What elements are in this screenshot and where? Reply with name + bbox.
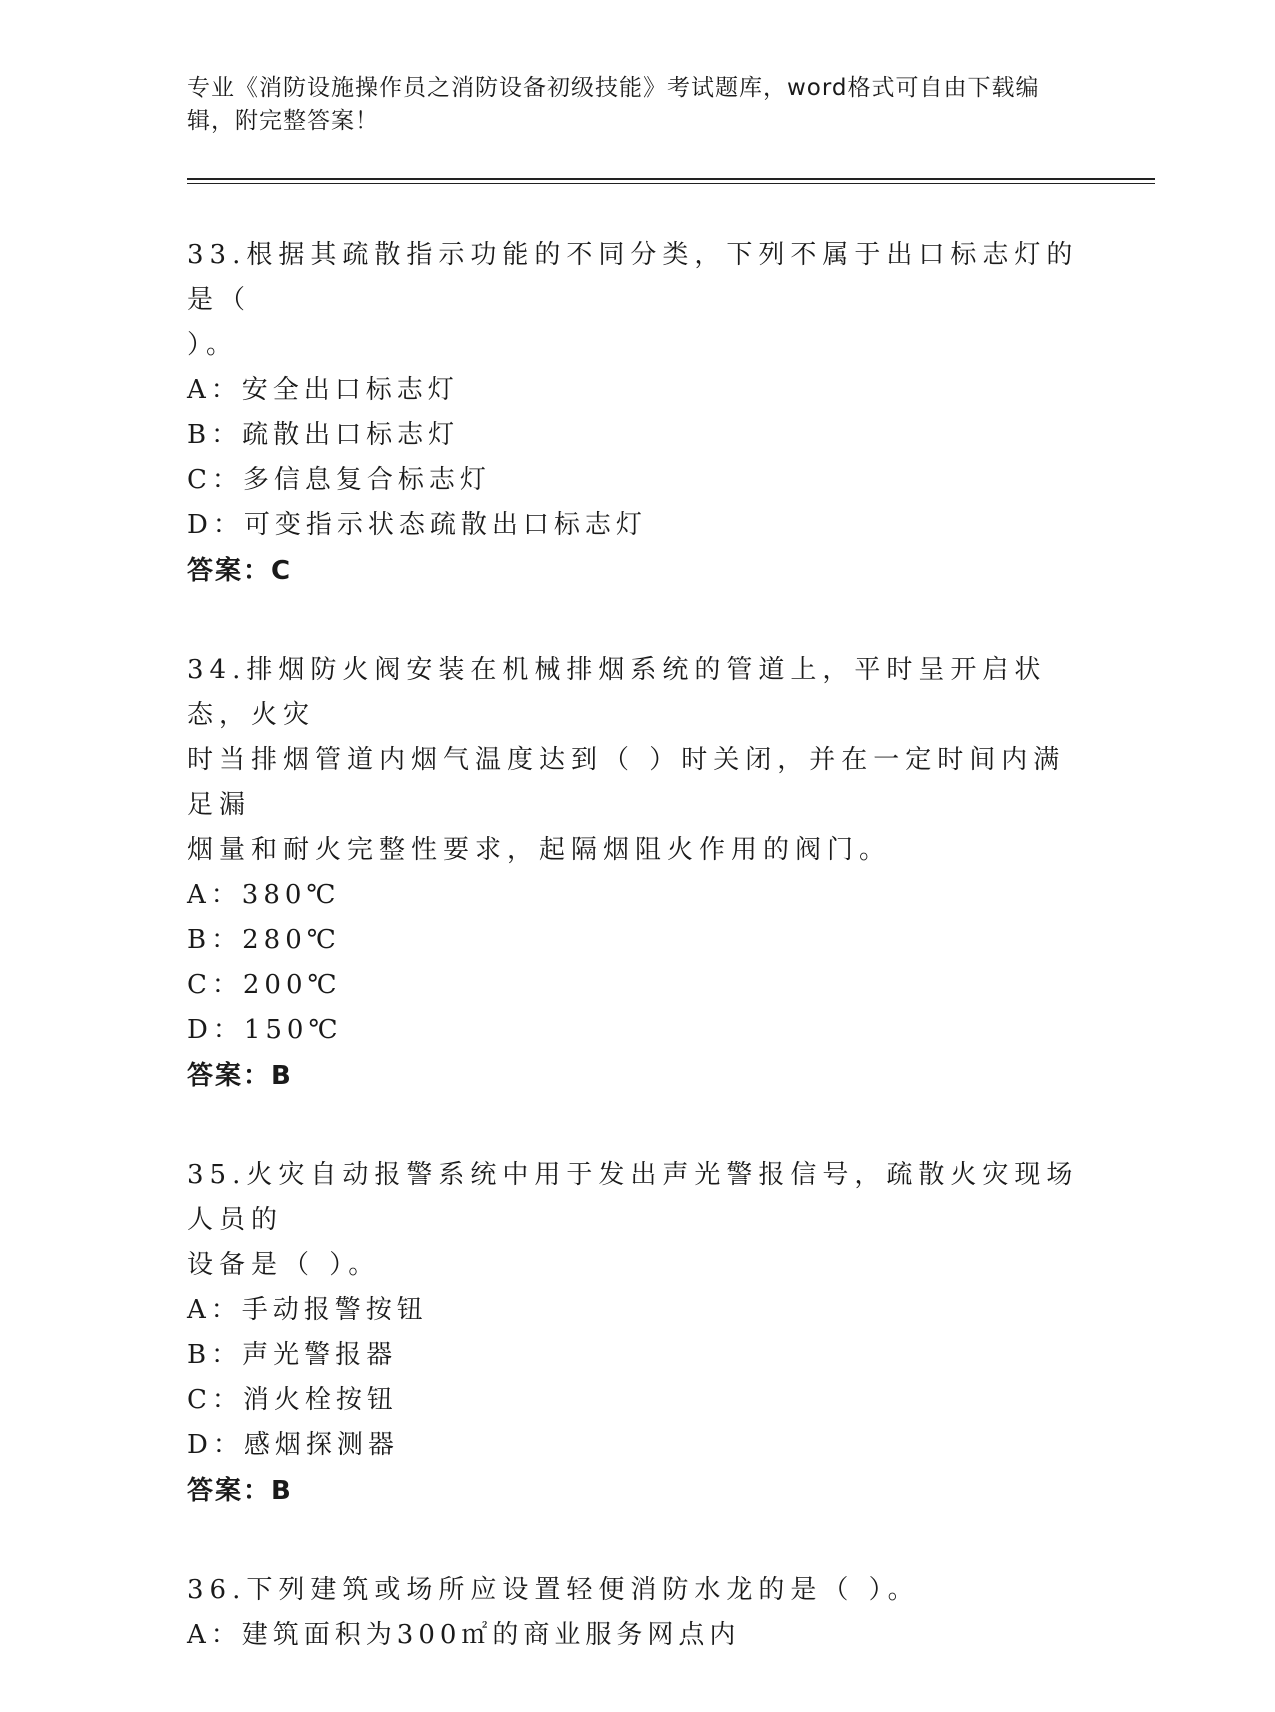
option-d: D：可变指示状态疏散出口标志灯 [187, 510, 647, 540]
question-35 [187, 1153, 1087, 1514]
answer: 答案：C [187, 556, 293, 586]
question-34 [187, 648, 1087, 1099]
option-a: A：安全出口标志灯 [187, 375, 459, 405]
question-stem-line: 36.下列建筑或场所应设置轻便消防水龙的是（ ）。 [187, 1575, 920, 1605]
question-stem-line: 烟量和耐火完整性要求，起隔烟阻火作用的阀门。 [187, 835, 892, 865]
option-b: B：疏散出口标志灯 [187, 420, 460, 450]
option-a: A：380℃ [187, 880, 341, 910]
question-stem-line: 35.火灾自动报警系统中用于发出声光警报信号，疏散火灾现场人员的 [187, 1160, 1079, 1235]
option-d: D：感烟探测器 [187, 1430, 399, 1460]
document-header [187, 72, 1067, 138]
question-33 [187, 233, 1087, 594]
question-36 [187, 1568, 1087, 1658]
question-stem-line: ）。 [187, 330, 239, 360]
header-rule-thin [187, 183, 1155, 184]
answer: 答案：B [187, 1476, 293, 1506]
question-stem-line: 34.排烟防火阀安装在机械排烟系统的管道上，平时呈开启状态，火灾 [187, 655, 1047, 730]
question-list [187, 233, 1087, 1712]
question-stem-line: 设备是（ ）。 [187, 1250, 381, 1280]
answer: 答案：B [187, 1061, 293, 1091]
header-line-2: 辑，附完整答案！ [187, 108, 379, 134]
option-c: C：多信息复合标志灯 [187, 465, 491, 495]
header-rule-thick [187, 178, 1155, 180]
option-b: B：声光警报器 [187, 1340, 398, 1370]
option-d: D：150℃ [187, 1015, 343, 1045]
option-c: C：200℃ [187, 970, 342, 1000]
header-line-1: 专业《消防设施操作员之消防设备初级技能》考试题库，word格式可自由下载编 [187, 75, 1040, 101]
question-stem-line: 33.根据其疏散指示功能的不同分类，下列不属于出口标志灯的是（ [187, 240, 1079, 315]
question-stem-line: 时当排烟管道内烟气温度达到（ ）时关闭，并在一定时间内满足漏 [187, 745, 1066, 820]
option-a: A：建筑面积为300㎡的商业服务网点内 [187, 1620, 741, 1650]
option-c: C：消火栓按钮 [187, 1385, 398, 1415]
option-a: A：手动报警按钮 [187, 1295, 428, 1325]
option-b: B：280℃ [187, 925, 341, 955]
